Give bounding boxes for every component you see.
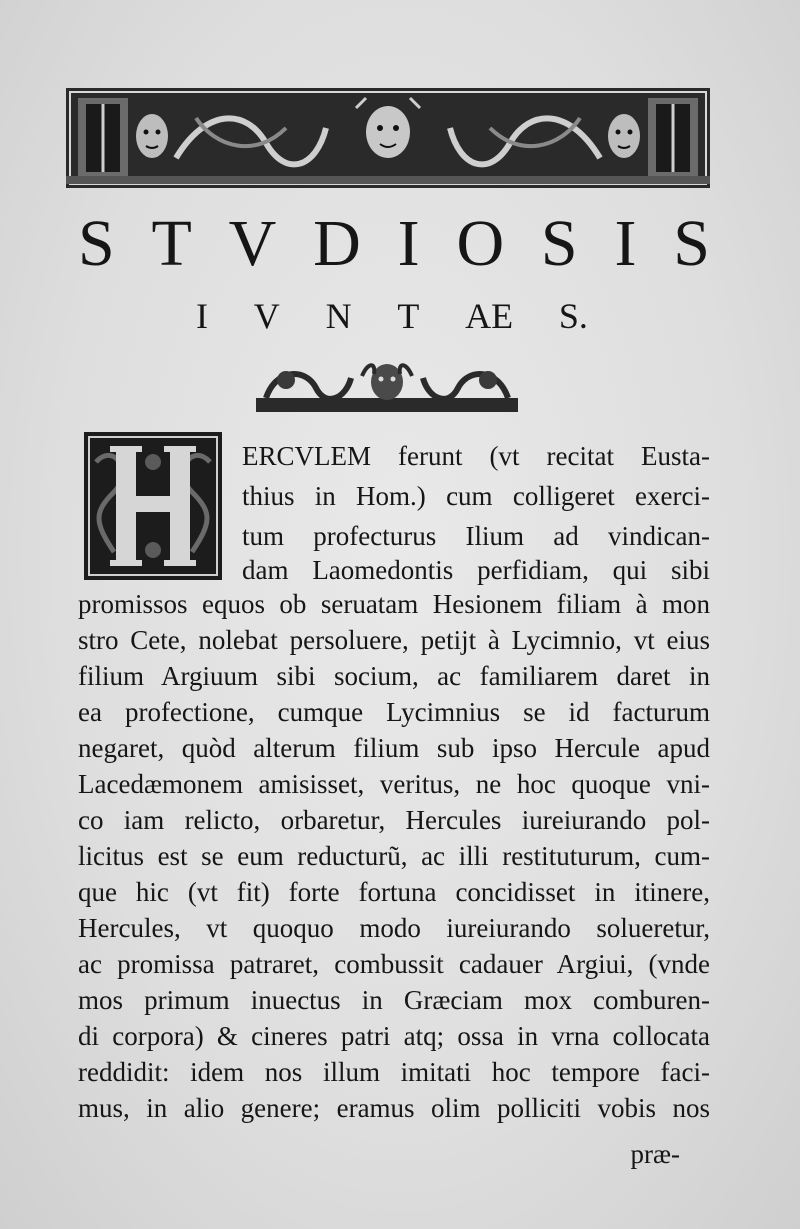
title-letter: S xyxy=(673,207,710,280)
subtitle-letter: AE xyxy=(465,296,514,336)
title-letter: O xyxy=(456,207,505,280)
subtitle-letter: V xyxy=(253,296,280,336)
text-line: tum profecturus Ilium ad vindican- xyxy=(242,521,710,551)
title-letter: D xyxy=(313,207,361,280)
text-line: stro Cete, nolebat persoluere, petijt à Lycimnio, vt eius xyxy=(78,625,710,655)
subtitle-letter: S. xyxy=(558,296,588,336)
headpiece-ornament xyxy=(66,88,710,188)
title-letter: T xyxy=(151,207,192,280)
decorated-initial-H-icon xyxy=(84,432,222,580)
text-line: filium Argiuum sibi socium, ac familiarem daret in xyxy=(78,661,710,691)
text-line: que hic (vt fit) forte fortuna concidisset in itinere, xyxy=(78,877,710,907)
page-title xyxy=(78,205,710,280)
text-line: Lacedæmonem amisisset, veritus, ne hoc quoque vni- xyxy=(78,769,710,799)
text-line: ERCVLEM ferunt (vt recitat Eusta- xyxy=(242,441,710,471)
text-line: promissos equos ob seruatam Hesionem filiam à mon xyxy=(78,589,710,619)
text-line: ac promissa patraret, combussit cadauer Argiui, (vnde xyxy=(78,949,710,979)
text-line: co iam relicto, orbaretur, Hercules iureiurando pol- xyxy=(78,805,710,835)
title-letter: V xyxy=(228,207,277,280)
text-line: thius in Hom.) cum colligeret exerci- xyxy=(242,481,710,511)
text-line: dam Laomedontis perfidiam, qui sibi xyxy=(242,555,710,585)
decorated-initial xyxy=(84,432,222,580)
page-subtitle xyxy=(196,292,588,334)
text-line: ea profectione, cumque Lycimnius se id facturum xyxy=(78,697,710,727)
subtitle-letter: N xyxy=(325,296,352,336)
small-ornament xyxy=(256,358,518,414)
text-line: Hercules, vt quoquo modo iureiurando solueretur, xyxy=(78,913,710,943)
text-line: mus, in alio genere; eramus olim polliciti vobis nos xyxy=(78,1093,710,1123)
text-line: negaret, quòd alterum filium sub ipso Hercule apud xyxy=(78,733,710,763)
text-line: mos primum inuectus in Græciam mox comburen- xyxy=(78,985,710,1015)
woodcut-headpiece-icon xyxy=(66,88,710,188)
text-line: licitus est se eum reducturũ, ac illi restituturum, cum- xyxy=(78,841,710,871)
woodcut-ornament-icon xyxy=(256,358,518,414)
title-letter: I xyxy=(397,207,420,280)
text-line: di corpora) & cineres patri atq; ossa in vrna collocata xyxy=(78,1021,710,1051)
catchword: præ- xyxy=(630,1139,680,1169)
text-line: reddidit: idem nos illum imitati hoc tempore faci- xyxy=(78,1057,710,1087)
title-letter: S xyxy=(540,207,578,280)
subtitle-letter: I xyxy=(196,296,208,336)
subtitle-letter: T xyxy=(397,296,420,336)
title-letter: I xyxy=(614,207,637,280)
title-letter: S xyxy=(78,207,115,280)
